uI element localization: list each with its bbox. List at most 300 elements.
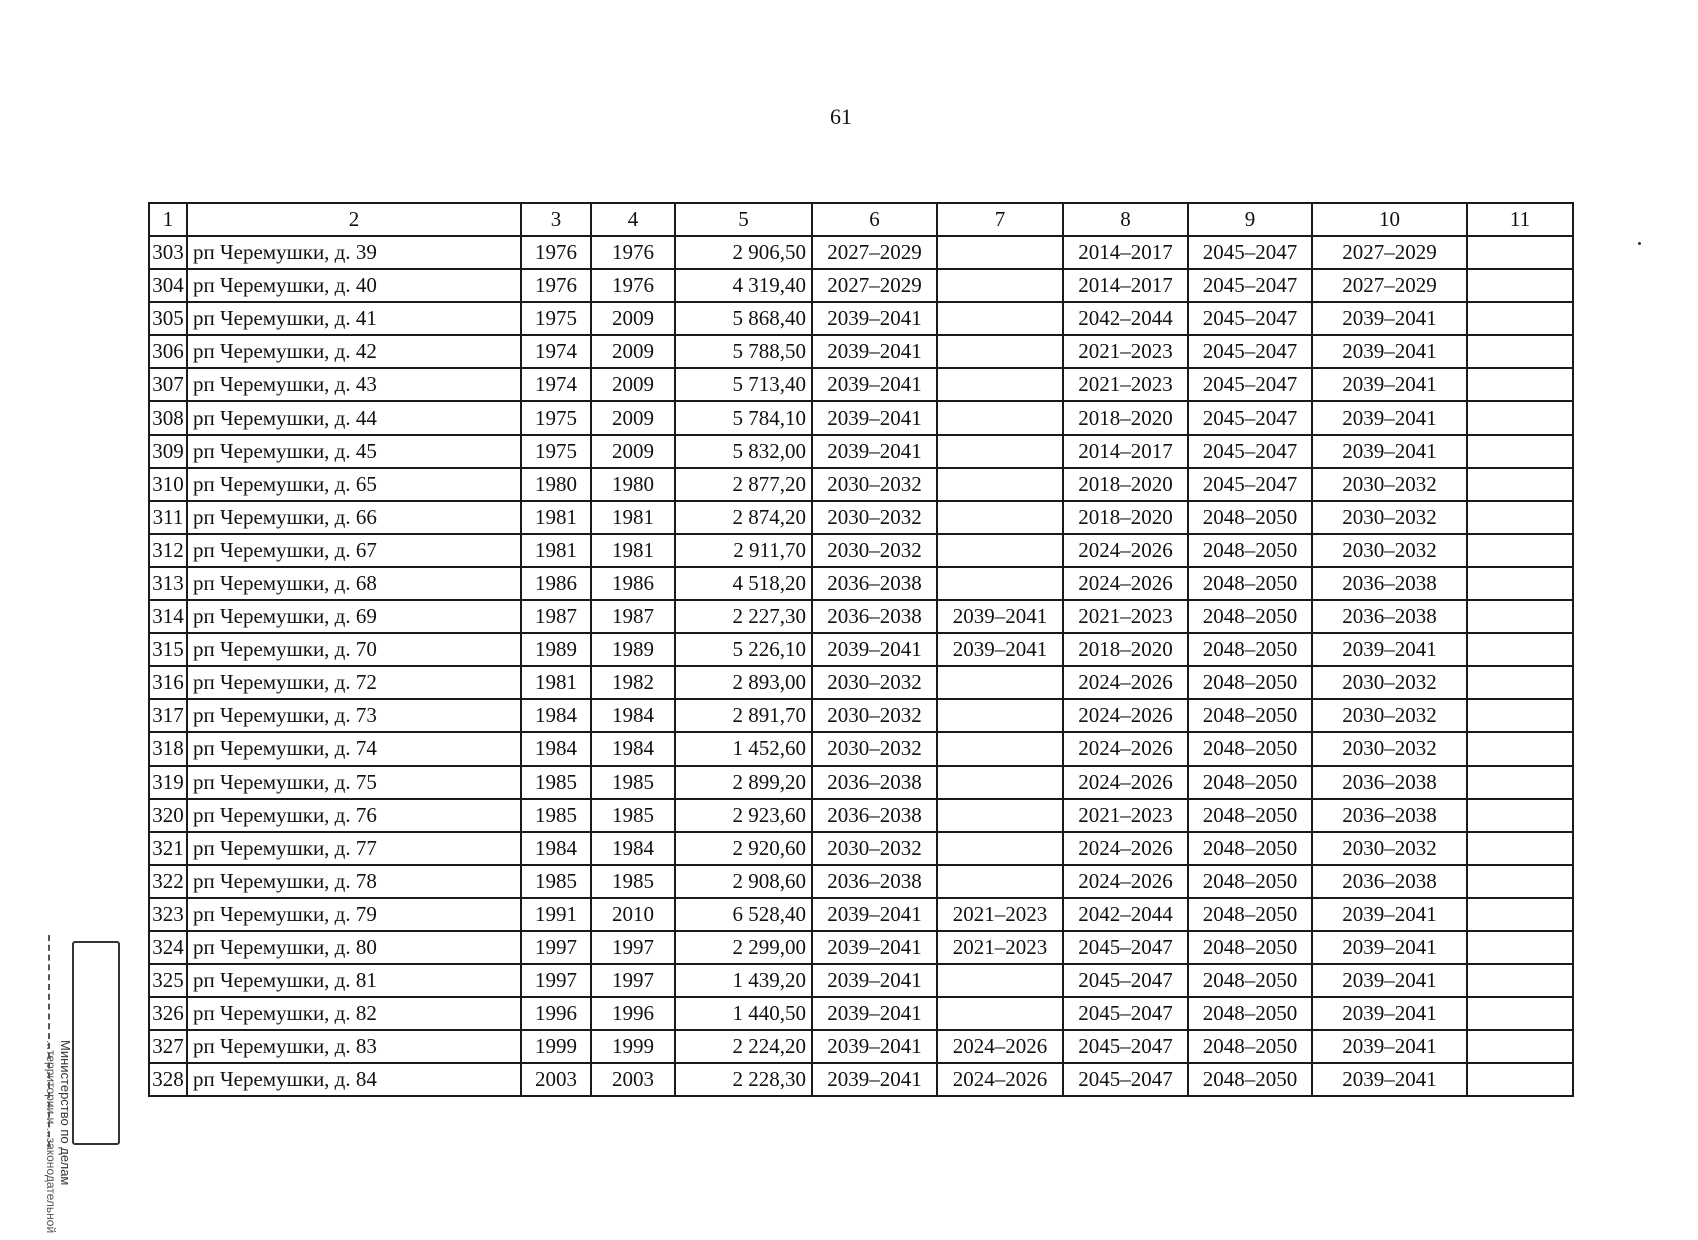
period-8-cell: 2024–2026 <box>1063 832 1188 865</box>
period-9-cell: 2048–2050 <box>1188 766 1312 799</box>
col-11-cell <box>1467 236 1573 269</box>
table-row <box>149 832 1573 865</box>
table-row <box>149 633 1573 666</box>
period-6-cell: 2039–2041 <box>812 1030 937 1063</box>
table-body <box>149 203 1573 1096</box>
row-number-cell: 315 <box>149 633 187 666</box>
area-cell: 6 528,40 <box>675 898 812 931</box>
period-6-cell: 2039–2041 <box>812 997 937 1030</box>
period-7-cell <box>937 666 1063 699</box>
page-number: 61 <box>830 104 852 129</box>
period-9-cell: 2048–2050 <box>1188 997 1312 1030</box>
period-9-cell: 2048–2050 <box>1188 567 1312 600</box>
address-cell: рп Черемушки, д. 72 <box>187 666 521 699</box>
table-row <box>149 435 1573 468</box>
period-10-cell: 2039–2041 <box>1312 335 1467 368</box>
period-6-cell: 2039–2041 <box>812 335 937 368</box>
address-cell: рп Черемушки, д. 43 <box>187 368 521 401</box>
period-8-cell: 2045–2047 <box>1063 1030 1188 1063</box>
year-built-cell: 1984 <box>521 699 591 732</box>
period-7-cell <box>937 964 1063 997</box>
period-6-cell: 2039–2041 <box>812 401 937 434</box>
period-6-cell: 2039–2041 <box>812 964 937 997</box>
period-6-cell: 2030–2032 <box>812 699 937 732</box>
row-number-cell: 305 <box>149 302 187 335</box>
period-6-cell: 2036–2038 <box>812 600 937 633</box>
period-10-cell: 2036–2038 <box>1312 600 1467 633</box>
period-10-cell: 2027–2029 <box>1312 236 1467 269</box>
year-built-cell: 1984 <box>521 832 591 865</box>
period-7-cell <box>937 302 1063 335</box>
area-cell: 4 319,40 <box>675 269 812 302</box>
period-8-cell: 2024–2026 <box>1063 766 1188 799</box>
address-cell: рп Черемушки, д. 74 <box>187 732 521 765</box>
col-11-cell <box>1467 799 1573 832</box>
period-6-cell: 2027–2029 <box>812 269 937 302</box>
year-built-cell: 1997 <box>521 931 591 964</box>
row-number-cell: 321 <box>149 832 187 865</box>
year-built-cell: 1974 <box>521 335 591 368</box>
period-6-cell: 2030–2032 <box>812 832 937 865</box>
row-number-cell: 316 <box>149 666 187 699</box>
period-9-cell: 2045–2047 <box>1188 368 1312 401</box>
address-cell: рп Черемушки, д. 78 <box>187 865 521 898</box>
scan-speck <box>1638 242 1641 245</box>
year-commissioned-cell: 1996 <box>591 997 675 1030</box>
period-7-cell <box>937 832 1063 865</box>
year-commissioned-cell: 1982 <box>591 666 675 699</box>
year-built-cell: 1980 <box>521 468 591 501</box>
address-cell: рп Черемушки, д. 68 <box>187 567 521 600</box>
table-row <box>149 501 1573 534</box>
period-7-cell <box>937 997 1063 1030</box>
period-9-cell: 2048–2050 <box>1188 898 1312 931</box>
row-number-cell: 308 <box>149 401 187 434</box>
year-commissioned-cell: 1986 <box>591 567 675 600</box>
period-7-cell: 2039–2041 <box>937 600 1063 633</box>
row-number-cell: 323 <box>149 898 187 931</box>
col-11-cell <box>1467 997 1573 1030</box>
period-8-cell: 2024–2026 <box>1063 666 1188 699</box>
period-10-cell: 2039–2041 <box>1312 997 1467 1030</box>
period-9-cell: 2048–2050 <box>1188 931 1312 964</box>
period-7-cell <box>937 468 1063 501</box>
col-11-cell <box>1467 567 1573 600</box>
year-commissioned-cell: 1976 <box>591 269 675 302</box>
year-built-cell: 1997 <box>521 964 591 997</box>
year-commissioned-cell: 1984 <box>591 732 675 765</box>
year-built-cell: 1976 <box>521 236 591 269</box>
period-6-cell: 2036–2038 <box>812 766 937 799</box>
col-11-cell <box>1467 600 1573 633</box>
stamp-text-line1: Министерство по делам <box>58 1040 73 1186</box>
period-9-cell: 2045–2047 <box>1188 269 1312 302</box>
period-9-cell: 2048–2050 <box>1188 699 1312 732</box>
period-6-cell: 2030–2032 <box>812 534 937 567</box>
period-10-cell: 2039–2041 <box>1312 633 1467 666</box>
period-8-cell: 2024–2026 <box>1063 865 1188 898</box>
header-cell-7: 7 <box>937 203 1063 236</box>
period-10-cell: 2036–2038 <box>1312 567 1467 600</box>
year-commissioned-cell: 2010 <box>591 898 675 931</box>
area-cell: 2 893,00 <box>675 666 812 699</box>
period-7-cell: 2021–2023 <box>937 898 1063 931</box>
address-cell: рп Черемушки, д. 79 <box>187 898 521 931</box>
year-built-cell: 2003 <box>521 1063 591 1096</box>
year-built-cell: 1981 <box>521 501 591 534</box>
period-9-cell: 2045–2047 <box>1188 335 1312 368</box>
col-11-cell <box>1467 633 1573 666</box>
year-built-cell: 1991 <box>521 898 591 931</box>
period-10-cell: 2039–2041 <box>1312 302 1467 335</box>
table-row <box>149 1063 1573 1096</box>
period-8-cell: 2045–2047 <box>1063 964 1188 997</box>
year-built-cell: 1989 <box>521 633 591 666</box>
period-10-cell: 2030–2032 <box>1312 666 1467 699</box>
period-10-cell: 2030–2032 <box>1312 732 1467 765</box>
period-7-cell: 2021–2023 <box>937 931 1063 964</box>
table-row <box>149 236 1573 269</box>
period-10-cell: 2039–2041 <box>1312 931 1467 964</box>
period-6-cell: 2039–2041 <box>812 435 937 468</box>
area-cell: 5 788,50 <box>675 335 812 368</box>
row-number-cell: 310 <box>149 468 187 501</box>
period-7-cell <box>937 401 1063 434</box>
period-9-cell: 2045–2047 <box>1188 401 1312 434</box>
year-built-cell: 1985 <box>521 865 591 898</box>
table-row <box>149 401 1573 434</box>
period-6-cell: 2039–2041 <box>812 633 937 666</box>
col-11-cell <box>1467 534 1573 567</box>
period-8-cell: 2021–2023 <box>1063 335 1188 368</box>
col-11-cell <box>1467 335 1573 368</box>
table-row <box>149 600 1573 633</box>
period-8-cell: 2024–2026 <box>1063 567 1188 600</box>
year-built-cell: 1999 <box>521 1030 591 1063</box>
col-11-cell <box>1467 699 1573 732</box>
period-8-cell: 2024–2026 <box>1063 534 1188 567</box>
address-cell: рп Черемушки, д. 45 <box>187 435 521 468</box>
address-cell: рп Черемушки, д. 65 <box>187 468 521 501</box>
row-number-cell: 317 <box>149 699 187 732</box>
period-6-cell: 2027–2029 <box>812 236 937 269</box>
period-8-cell: 2021–2023 <box>1063 368 1188 401</box>
header-cell-6: 6 <box>812 203 937 236</box>
col-11-cell <box>1467 435 1573 468</box>
col-11-cell <box>1467 931 1573 964</box>
table-row <box>149 732 1573 765</box>
period-6-cell: 2039–2041 <box>812 302 937 335</box>
year-commissioned-cell: 1984 <box>591 832 675 865</box>
year-built-cell: 1975 <box>521 435 591 468</box>
col-11-cell <box>1467 964 1573 997</box>
stamp-text-line2: ...территории и ...законодательной <box>44 1040 58 1234</box>
area-cell: 2 911,70 <box>675 534 812 567</box>
period-7-cell <box>937 699 1063 732</box>
period-7-cell: 2024–2026 <box>937 1030 1063 1063</box>
period-10-cell: 2030–2032 <box>1312 699 1467 732</box>
period-9-cell: 2048–2050 <box>1188 964 1312 997</box>
area-cell: 2 899,20 <box>675 766 812 799</box>
table-row <box>149 799 1573 832</box>
table-row <box>149 931 1573 964</box>
year-built-cell: 1976 <box>521 269 591 302</box>
year-commissioned-cell: 1976 <box>591 236 675 269</box>
period-10-cell: 2030–2032 <box>1312 501 1467 534</box>
row-number-cell: 311 <box>149 501 187 534</box>
col-11-cell <box>1467 368 1573 401</box>
area-cell: 2 874,20 <box>675 501 812 534</box>
period-7-cell: 2039–2041 <box>937 633 1063 666</box>
year-commissioned-cell: 1999 <box>591 1030 675 1063</box>
area-cell: 1 439,20 <box>675 964 812 997</box>
address-cell: рп Черемушки, д. 44 <box>187 401 521 434</box>
col-11-cell <box>1467 401 1573 434</box>
col-11-cell <box>1467 302 1573 335</box>
period-9-cell: 2048–2050 <box>1188 732 1312 765</box>
area-cell: 2 906,50 <box>675 236 812 269</box>
period-8-cell: 2014–2017 <box>1063 435 1188 468</box>
period-10-cell: 2036–2038 <box>1312 766 1467 799</box>
col-11-cell <box>1467 501 1573 534</box>
period-8-cell: 2024–2026 <box>1063 732 1188 765</box>
period-10-cell: 2036–2038 <box>1312 865 1467 898</box>
row-number-cell: 327 <box>149 1030 187 1063</box>
address-cell: рп Черемушки, д. 41 <box>187 302 521 335</box>
header-cell-1: 1 <box>149 203 187 236</box>
area-cell: 5 868,40 <box>675 302 812 335</box>
table-row <box>149 302 1573 335</box>
year-built-cell: 1984 <box>521 732 591 765</box>
period-8-cell: 2024–2026 <box>1063 699 1188 732</box>
header-cell-9: 9 <box>1188 203 1312 236</box>
period-9-cell: 2048–2050 <box>1188 534 1312 567</box>
year-built-cell: 1985 <box>521 799 591 832</box>
table-row <box>149 269 1573 302</box>
table-row <box>149 666 1573 699</box>
table-row <box>149 534 1573 567</box>
period-6-cell: 2039–2041 <box>812 1063 937 1096</box>
col-11-cell <box>1467 766 1573 799</box>
year-commissioned-cell: 2009 <box>591 401 675 434</box>
area-cell: 2 299,00 <box>675 931 812 964</box>
period-7-cell: 2024–2026 <box>937 1063 1063 1096</box>
address-cell: рп Черемушки, д. 70 <box>187 633 521 666</box>
period-7-cell <box>937 501 1063 534</box>
row-number-cell: 309 <box>149 435 187 468</box>
header-cell-8: 8 <box>1063 203 1188 236</box>
address-cell: рп Черемушки, д. 81 <box>187 964 521 997</box>
year-commissioned-cell: 2009 <box>591 435 675 468</box>
row-number-cell: 318 <box>149 732 187 765</box>
year-commissioned-cell: 2009 <box>591 302 675 335</box>
period-7-cell <box>937 732 1063 765</box>
period-7-cell <box>937 335 1063 368</box>
year-built-cell: 1987 <box>521 600 591 633</box>
address-cell: рп Черемушки, д. 80 <box>187 931 521 964</box>
area-cell: 1 452,60 <box>675 732 812 765</box>
address-cell: рп Черемушки, д. 40 <box>187 269 521 302</box>
year-commissioned-cell: 1985 <box>591 766 675 799</box>
address-cell: рп Черемушки, д. 76 <box>187 799 521 832</box>
row-number-cell: 312 <box>149 534 187 567</box>
period-10-cell: 2030–2032 <box>1312 468 1467 501</box>
period-10-cell: 2030–2032 <box>1312 534 1467 567</box>
address-cell: рп Черемушки, д. 73 <box>187 699 521 732</box>
period-7-cell <box>937 865 1063 898</box>
row-number-cell: 303 <box>149 236 187 269</box>
period-10-cell: 2027–2029 <box>1312 269 1467 302</box>
header-cell-3: 3 <box>521 203 591 236</box>
period-6-cell: 2039–2041 <box>812 898 937 931</box>
year-commissioned-cell: 2009 <box>591 368 675 401</box>
period-8-cell: 2018–2020 <box>1063 501 1188 534</box>
row-number-cell: 313 <box>149 567 187 600</box>
period-10-cell: 2039–2041 <box>1312 1030 1467 1063</box>
col-11-cell <box>1467 898 1573 931</box>
period-10-cell: 2036–2038 <box>1312 799 1467 832</box>
year-built-cell: 1985 <box>521 766 591 799</box>
period-7-cell <box>937 766 1063 799</box>
period-8-cell: 2045–2047 <box>1063 931 1188 964</box>
period-10-cell: 2039–2041 <box>1312 1063 1467 1096</box>
period-8-cell: 2014–2017 <box>1063 269 1188 302</box>
period-9-cell: 2048–2050 <box>1188 600 1312 633</box>
area-cell: 5 226,10 <box>675 633 812 666</box>
row-number-cell: 319 <box>149 766 187 799</box>
header-cell-10: 10 <box>1312 203 1467 236</box>
col-11-cell <box>1467 832 1573 865</box>
year-commissioned-cell: 1981 <box>591 501 675 534</box>
header-cell-2: 2 <box>187 203 521 236</box>
year-built-cell: 1981 <box>521 534 591 567</box>
year-commissioned-cell: 1984 <box>591 699 675 732</box>
row-number-cell: 325 <box>149 964 187 997</box>
period-6-cell: 2039–2041 <box>812 931 937 964</box>
header-cell-4: 4 <box>591 203 675 236</box>
period-9-cell: 2045–2047 <box>1188 236 1312 269</box>
period-9-cell: 2045–2047 <box>1188 468 1312 501</box>
year-built-cell: 1996 <box>521 997 591 1030</box>
col-11-cell <box>1467 666 1573 699</box>
period-6-cell: 2036–2038 <box>812 799 937 832</box>
area-cell: 5 832,00 <box>675 435 812 468</box>
period-7-cell <box>937 534 1063 567</box>
col-11-cell <box>1467 269 1573 302</box>
col-11-cell <box>1467 865 1573 898</box>
address-cell: рп Черемушки, д. 75 <box>187 766 521 799</box>
year-commissioned-cell: 1997 <box>591 931 675 964</box>
period-9-cell: 2048–2050 <box>1188 633 1312 666</box>
area-cell: 2 923,60 <box>675 799 812 832</box>
year-commissioned-cell: 2009 <box>591 335 675 368</box>
area-cell: 2 224,20 <box>675 1030 812 1063</box>
table-row <box>149 1030 1573 1063</box>
header-cell-5: 5 <box>675 203 812 236</box>
period-7-cell <box>937 236 1063 269</box>
col-11-cell <box>1467 1030 1573 1063</box>
period-8-cell: 2045–2047 <box>1063 997 1188 1030</box>
period-6-cell: 2030–2032 <box>812 666 937 699</box>
period-9-cell: 2045–2047 <box>1188 435 1312 468</box>
area-cell: 5 713,40 <box>675 368 812 401</box>
period-8-cell: 2042–2044 <box>1063 302 1188 335</box>
stamp-frame <box>72 941 120 1145</box>
period-10-cell: 2039–2041 <box>1312 435 1467 468</box>
period-6-cell: 2036–2038 <box>812 865 937 898</box>
period-8-cell: 2018–2020 <box>1063 468 1188 501</box>
period-6-cell: 2030–2032 <box>812 732 937 765</box>
period-8-cell: 2045–2047 <box>1063 1063 1188 1096</box>
period-9-cell: 2048–2050 <box>1188 832 1312 865</box>
period-7-cell <box>937 799 1063 832</box>
period-10-cell: 2039–2041 <box>1312 898 1467 931</box>
year-commissioned-cell: 1985 <box>591 865 675 898</box>
period-8-cell: 2021–2023 <box>1063 600 1188 633</box>
column-number-row <box>149 203 1573 236</box>
period-7-cell <box>937 269 1063 302</box>
year-commissioned-cell: 1987 <box>591 600 675 633</box>
row-number-cell: 320 <box>149 799 187 832</box>
period-10-cell: 2039–2041 <box>1312 401 1467 434</box>
area-cell: 5 784,10 <box>675 401 812 434</box>
area-cell: 2 228,30 <box>675 1063 812 1096</box>
period-6-cell: 2030–2032 <box>812 468 937 501</box>
header-cell-11: 11 <box>1467 203 1573 236</box>
period-9-cell: 2048–2050 <box>1188 666 1312 699</box>
housing-register-table <box>148 202 1574 1097</box>
period-8-cell: 2018–2020 <box>1063 633 1188 666</box>
table-row <box>149 699 1573 732</box>
year-built-cell: 1975 <box>521 302 591 335</box>
period-8-cell: 2042–2044 <box>1063 898 1188 931</box>
year-commissioned-cell: 2003 <box>591 1063 675 1096</box>
area-cell: 1 440,50 <box>675 997 812 1030</box>
area-cell: 2 920,60 <box>675 832 812 865</box>
area-cell: 2 908,60 <box>675 865 812 898</box>
period-9-cell: 2048–2050 <box>1188 501 1312 534</box>
col-11-cell <box>1467 732 1573 765</box>
period-10-cell: 2039–2041 <box>1312 368 1467 401</box>
year-commissioned-cell: 1980 <box>591 468 675 501</box>
address-cell: рп Черемушки, д. 42 <box>187 335 521 368</box>
table-row <box>149 335 1573 368</box>
area-cell: 2 877,20 <box>675 468 812 501</box>
row-number-cell: 326 <box>149 997 187 1030</box>
year-commissioned-cell: 1981 <box>591 534 675 567</box>
period-7-cell <box>937 567 1063 600</box>
period-10-cell: 2030–2032 <box>1312 832 1467 865</box>
table-row <box>149 997 1573 1030</box>
period-8-cell: 2014–2017 <box>1063 236 1188 269</box>
area-cell: 2 227,30 <box>675 600 812 633</box>
table-row <box>149 898 1573 931</box>
year-commissioned-cell: 1997 <box>591 964 675 997</box>
address-cell: рп Черемушки, д. 82 <box>187 997 521 1030</box>
address-cell: рп Черемушки, д. 83 <box>187 1030 521 1063</box>
row-number-cell: 314 <box>149 600 187 633</box>
year-built-cell: 1975 <box>521 401 591 434</box>
table-row <box>149 567 1573 600</box>
table-row <box>149 766 1573 799</box>
period-9-cell: 2048–2050 <box>1188 865 1312 898</box>
year-built-cell: 1986 <box>521 567 591 600</box>
year-commissioned-cell: 1989 <box>591 633 675 666</box>
period-6-cell: 2036–2038 <box>812 567 937 600</box>
period-8-cell: 2021–2023 <box>1063 799 1188 832</box>
table-row <box>149 368 1573 401</box>
period-9-cell: 2048–2050 <box>1188 1030 1312 1063</box>
